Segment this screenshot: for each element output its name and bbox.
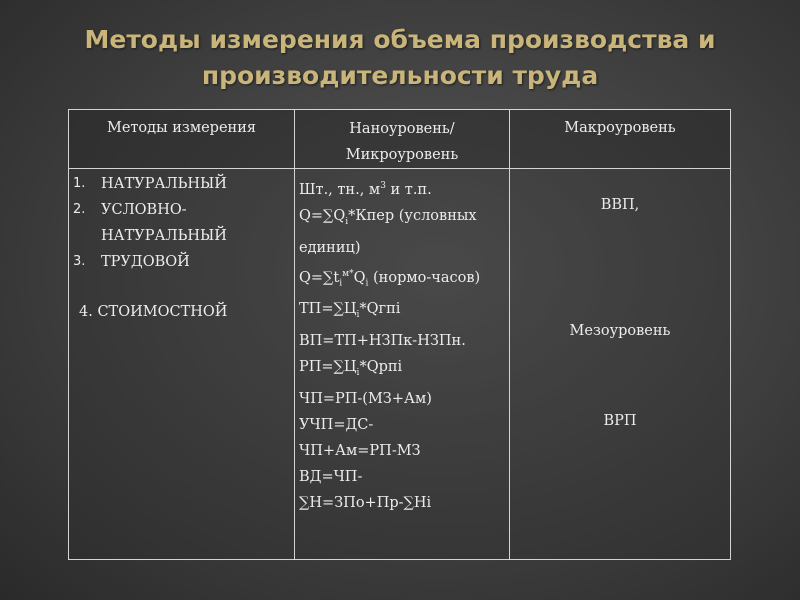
formula-tp: $ТП=\sum Ц_i*Qгпi$ xyxy=(299,301,401,321)
method-item xyxy=(73,171,290,197)
header-methods: Методы измерения xyxy=(69,110,295,169)
formulas-cell xyxy=(295,169,510,560)
header-macro: Макроуровень xyxy=(510,110,731,169)
formula-labor: $Q=\sum t_i^{м*}Q_i$ (нормо-часов) xyxy=(299,268,481,289)
formula-rp: $РП=\sum Ц_i*Qрпi$ xyxy=(299,359,403,379)
method-label: ТРУДОВОЙ xyxy=(101,254,190,270)
formula-vp: ВП=ТП+НЗПк-НЗПн. xyxy=(299,333,466,350)
formula-conditional: $Q=\sum Q_i*Кпер$ (условных единиц) xyxy=(299,207,477,256)
method-item xyxy=(73,197,290,249)
macro-gdp: ВВП, xyxy=(600,197,640,213)
macro-meso: Мезоуровень xyxy=(569,323,671,339)
method-number: 1. xyxy=(73,176,86,191)
method-cost: 4. СТОИМОСТНОЙ xyxy=(79,304,228,320)
method-label: НАТУРАЛЬНЫЙ xyxy=(101,176,227,192)
formula-uchp: УЧП=ДС- xyxy=(299,417,374,434)
table-header-row xyxy=(69,110,731,169)
slide-title: Методы измерения объема производства и производительности труда xyxy=(84,25,716,90)
methods-table xyxy=(68,109,731,560)
macro-cell xyxy=(510,169,731,560)
header-nano: Наноуровень/ xyxy=(349,121,455,137)
formula-vd-cont: ∑Н=ЗПо+Пр-∑Нi xyxy=(299,495,432,512)
formula-units: Шт., тн., $м^3$ и т.п. xyxy=(299,181,432,198)
macro-grp: ВРП xyxy=(603,413,637,429)
formula-uchp-cont: ЧП+Ам=РП-МЗ xyxy=(299,443,421,460)
formula-vd: ВД=ЧП- xyxy=(299,469,363,486)
method-label: УСЛОВНО-НАТУРАЛЬНЫЙ xyxy=(101,202,227,244)
method-number: 2. xyxy=(73,202,86,217)
methods-cell xyxy=(69,169,295,560)
table-row xyxy=(69,169,731,560)
method-number: 3. xyxy=(73,254,86,269)
header-micro: Микроуровень xyxy=(345,147,459,163)
method-item xyxy=(73,249,290,275)
formula-chp: ЧП=РП-(МЗ+Ам) xyxy=(299,391,432,408)
header-nano-micro xyxy=(295,110,510,169)
